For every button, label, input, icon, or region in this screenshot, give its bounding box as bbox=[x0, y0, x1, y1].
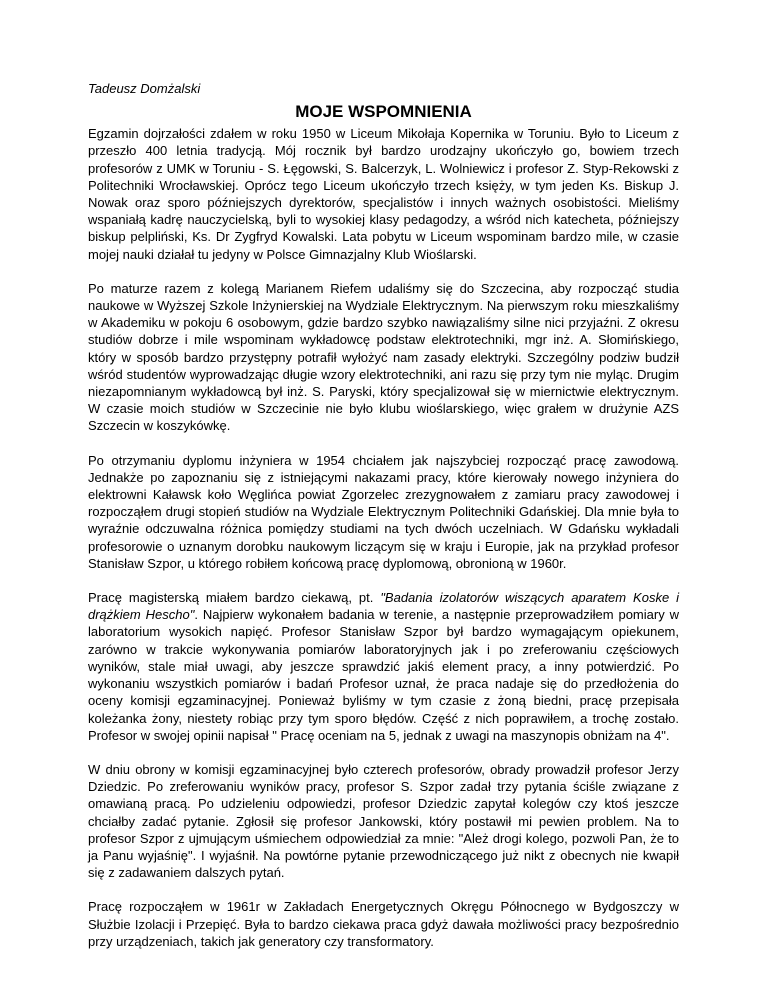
paragraph-4-intro: Pracę magisterską miałem bardzo ciekawą, pt. bbox=[88, 590, 381, 606]
paragraph-5: W dniu obrony w komisji egzaminacyjnej było czterech profesorów, obrady prowadził profesor Jerzy Dziedzic. Po zreferowaniu wyników pracy, profesor S. Szpor zadał trzy pytania ściśle związane z omawianą pracą. Po udzieleniu odpowiedzi, profesor Dziedzic zapytał kolegów czy ktoś jeszcze chciałby zadać pytanie. Zgłosił się profesor Jankowski, który postawił mi pewien problem. Na to profesor Szpor z ujmującym uśmiechem odpowiedział za mnie: "Ależ drogi kolego, pozwoli Pan, że to ja Panu wyjaśnię". I wyjaśnił. Na powtórne pytanie przewodniczącego już nikt z obecnych nie kwapił się z zadawaniem dalszych pytań. bbox=[88, 761, 679, 881]
paragraph-6: Pracę rozpocząłem w 1961r w Zakładach Energetycznych Okręgu Północnego w Bydgoszczy w Służbie Izolacji i Przepięć. Była to bardzo ciekawa praca gdyż dawała możliwości pracy bezpośrednio przy urządzeniach, takich jak generatory czy transformatory. bbox=[88, 899, 679, 949]
document-page bbox=[88, 80, 679, 967]
paragraph-4-body: . Najpierw wykonałem badania w terenie, a następnie przeprowadziłem pomiary w laboratorium wysokich napięć. Profesor Stanisław Szpor był bardzo wymagającym opiekunem, zarówno w trakcie wykonywania pomiarów laboratoryjnych jak i po zreferowaniu częściowych wyników, stale miał uwagi, aby jeszcze sprawdzić jakiś element pracy, a inny potwierdzić. Po wykonaniu wszystkich pomiarów i badań Profesor uznał, że praca nadaje się do przedłożenia do oceny komisji egzaminacyjnej. Ponieważ byliśmy w tym czasie z żoną biedni, pracę przepisała koleżanka żony, niestety robiąc przy tym sporo błędów. Część z nich poprawiłem, a trochę zostało. Profesor w swojej opinii napisał " Pracę oceniam na 5, jednak z uwagi na maszynopis obniżam na 4". bbox=[88, 607, 679, 743]
thesis-title: "Badania izolatorów wiszących aparatem Koske i drążkiem Hescho" bbox=[88, 590, 679, 623]
paragraph-2: Po maturze razem z kolegą Marianem Riefem udaliśmy się do Szczecina, aby rozpocząć studia naukowe w Wyższej Szkole Inżynierskiej na Wydziale Elektrycznym. Na pierwszym roku mieszkaliśmy w Akademiku w pokoju 6 osobowym, gdzie bardzo szybko nawiązaliśmy silne nici przyjaźni. Z okresu studiów dobrze i mile wspominam wykładowcę podstaw elektrotechniki, mgr inż. A. Słomińskiego, który w sposób bardzo przystępny potrafił wyłożyć nam zasady elektryki. Szczególny podziw budził wśród studentów wyprowadzając długie wzory elektrotechniki, ani razu się przy tym nie myląc. Drugim niezapomnianym wykładowcą był inż. S. Paryski, który specjalizował się w miernictwie elektrycznym. W czasie moich studiów w Szczecinie nie było klubu wioślarskiego, więc grałem w drużynie AZS Szczecin w koszykówkę. bbox=[88, 280, 679, 434]
document-title: MOJE WSPOMNIENIA bbox=[295, 102, 472, 122]
paragraph-1: Egzamin dojrzałości zdałem w roku 1950 w Liceum Mikołaja Kopernika w Toruniu. Było to Liceum z przeszło 400 letnia tradycją. Mój rocznik był bardzo urodzajny ukończyło go, bowiem trzech profesorów z UMK w Toruniu - S. Łęgowski, S. Balcerzyk, L. Wolniewicz i profesor Z. Styp-Rekowski z Politechniki Wrocławskiej. Oprócz tego Liceum ukończyło trzech księży, w tym jeden Ks. Biskup J. Nowak oraz sporo późniejszych dyrektorów, specjalistów i innych ważnych osobistości. Mieliśmy wspaniałą kadrę nauczycielską, byli to wysokiej klasy pedagodzy, a wśród nich katecheta, późniejszy biskup pelpliński, Ks. Dr Zygfryd Kowalski. Lata pobytu w Liceum wspominam bardzo mile, w czasie mojej nauki działał tu jedyny w Polsce Gimnazjalny Klub Wioślarski. bbox=[88, 126, 679, 262]
paragraph-3: Po otrzymaniu dyplomu inżyniera w 1954 chciałem jak najszybciej rozpocząć pracę zawodową. Jednakże po zapoznaniu się z istniejącymi nakazami pracy, które kierowały nowego inżyniera do elektrowni Kaławsk koło Węglińca powiat Zgorzelec zrezygnowałem z zamiaru pracy zawodowej i rozpocząłem drugi stopień studiów na Wydziale Elektrycznym Politechniki Gdańskiej. Dla mnie była to wyraźnie odczuwalna różnica pomiędzy studiami na tych dwóch uczelniach. W Gdańsku wykładali profesorowie o uznanym dorobku naukowym liczącym się w kraju i Europie, jak na przykład profesor Stanisław Szpor, u którego robiłem końcową pracę dyplomową, obronioną w 1960r. bbox=[88, 452, 679, 571]
paragraph-4 bbox=[88, 589, 679, 744]
author-name: Tadeusz Domżalski bbox=[88, 81, 201, 96]
